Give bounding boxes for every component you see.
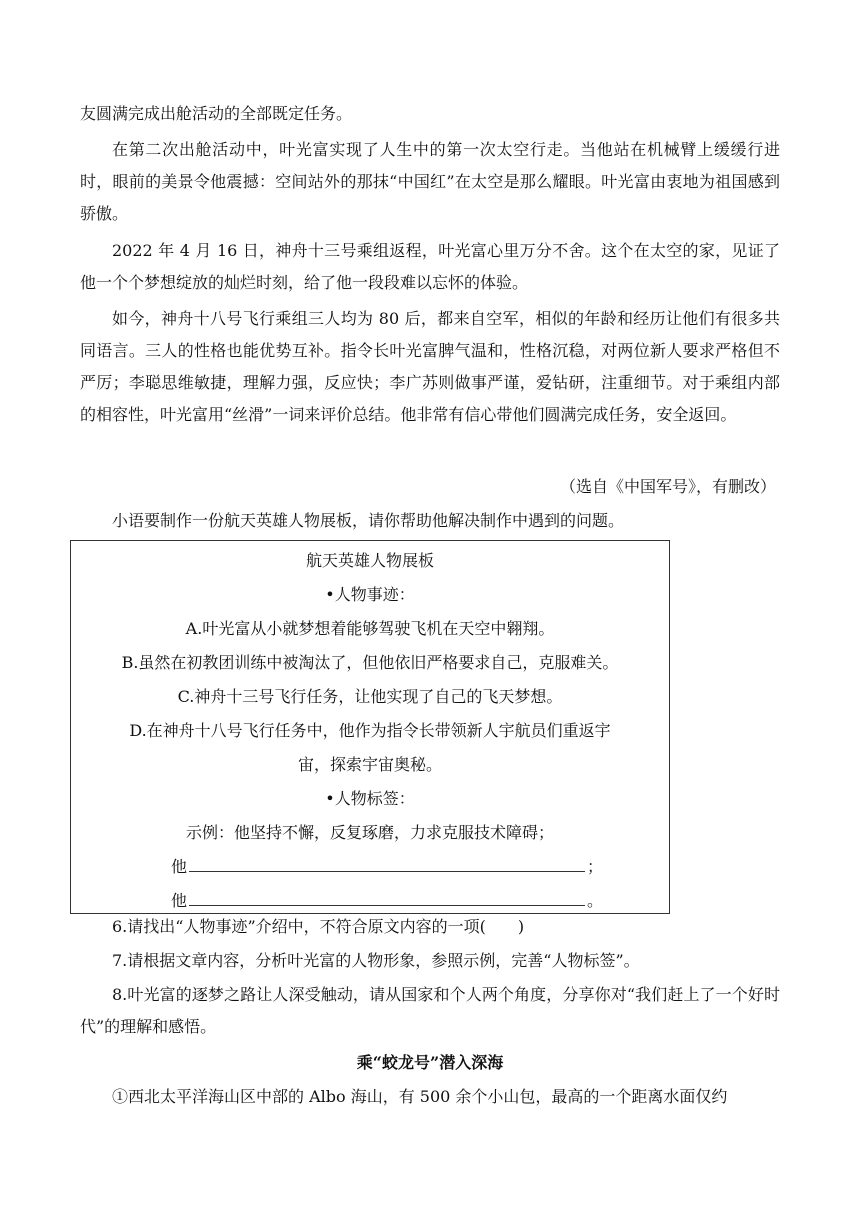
tag-fill-1-prefix: 他	[171, 857, 188, 876]
passage-paragraph-0: 友圆满完成出舱活动的全部既定任务。	[80, 104, 353, 123]
deed-b: B.虽然在初教团训练中被淘汰了，但他依旧严格要求自己，克服难关。	[121, 653, 619, 672]
tag-fill-2-prefix: 他	[171, 891, 188, 910]
hero-display-board	[70, 540, 670, 914]
tag-fill-1-suffix: ；	[587, 857, 604, 876]
tags-heading: •人物标签：	[325, 789, 415, 808]
passage-paragraph-2: 2022 年 4 月 16 日，神舟十三号乘组返程，叶光富心里万分不舍。这个在太空的家，见证了他一个个梦想绽放的灿烂时刻，给了他一段段难以忘怀的体验。	[80, 241, 780, 292]
task-intro: 小语要制作一份航天英雄人物展板，请你帮助他解决制作中遇到的问题。	[112, 511, 625, 530]
next-section-paragraph-1: ①西北太平洋海山区中部的 Albo 海山，有 500 余个小山包，最高的一个距离水面仅约	[112, 1087, 728, 1106]
passage-paragraph-3: 如今，神舟十八号飞行乘组三人均为 80 后，都来自空军，相似的年龄和经历让他们有很多共同语言。三人的性格也能优势互补。指令长叶光富脾气温和，性格沉稳，对两位新人要求严格但不严厉；李聪思维敏捷，理解力强，反应快；李广苏则做事严谨，爱钻研，注重细节。对于乘组内部的相容性，叶光富用“丝滑”一词来评价总结。他非常有信心带他们圆满完成任务，安全返回。	[80, 309, 780, 424]
deed-d-line-1: D.在神舟十八号飞行任务中，他作为指令长带领新人宇航员们重返宇	[129, 721, 611, 740]
question-6: 6.请找出“人物事迹”介绍中，不符合原文内容的一项( )	[112, 917, 525, 936]
question-8: 8.叶光富的逐梦之路让人深受触动，请从国家和个人两个角度，分享你对“我们赶上了一个好时代”的理解和感悟。	[80, 985, 780, 1036]
board-title: 航天英雄人物展板	[305, 551, 434, 570]
passage-paragraph-1: 在第二次出舱活动中，叶光富实现了人生中的第一次太空行走。当他站在机械臂上缓缓行进时，眼前的美景令他震撼：空间站外的那抹“中国红”在太空是那么耀眼。叶光富由衷地为祖国感到骄傲。	[80, 140, 780, 223]
question-7: 7.请根据文章内容，分析叶光富的人物形象，参照示例，完善“人物标签”。	[112, 951, 640, 970]
tag-answer-blank-2[interactable]	[189, 887, 585, 906]
tag-fill-row-1	[171, 851, 603, 883]
deed-d-line-2: 宙，探索宇宙奥秘。	[297, 755, 442, 774]
next-section-title: 乘“蛟龙号”潜入深海	[356, 1053, 504, 1072]
source-citation: （选自《中国军号》，有删改）	[559, 477, 776, 496]
deed-c: C.神舟十三号飞行任务，让他实现了自己的飞天梦想。	[177, 687, 563, 706]
tag-example: 示例：他坚持不懈，反复琢磨，力求克服技术障碍；	[185, 823, 554, 842]
tag-answer-blank-1[interactable]	[189, 853, 585, 872]
deed-a: A.叶光富从小就梦想着能够驾驶飞机在天空中翱翔。	[185, 619, 555, 638]
deeds-heading: •人物事迹：	[325, 585, 415, 604]
tag-fill-2-suffix: 。	[587, 891, 604, 910]
